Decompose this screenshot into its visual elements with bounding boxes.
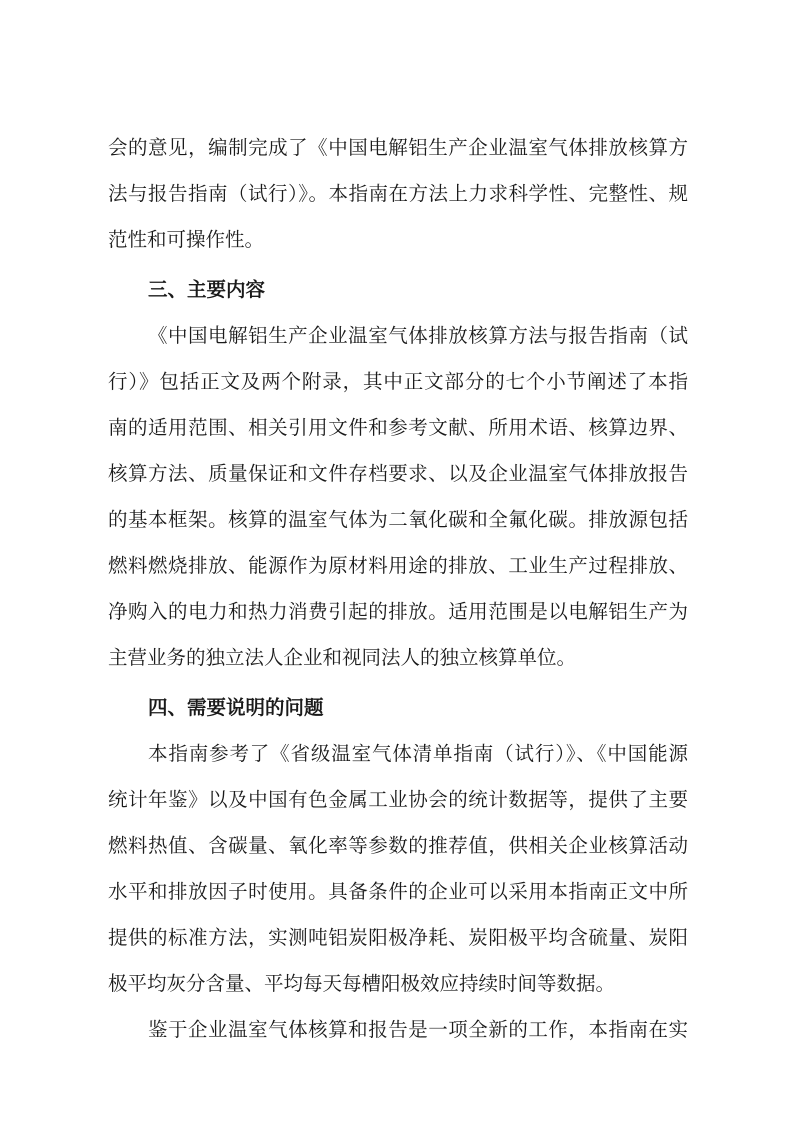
paragraph-2-line-7: 净购入的电力和热力消费引起的排放。适用范围是以电解铝生产为 bbox=[108, 600, 688, 623]
paragraph-2-line-2: 行）》包括正文及两个附录，其中正文部分的七个小节阐述了本指 bbox=[108, 370, 688, 393]
paragraph-3-line-2: 统计年鉴》以及中国有色金属工业协会的统计数据等，提供了主要 bbox=[108, 788, 688, 811]
paragraph-2-line-4: 核算方法、质量保证和文件存档要求、以及企业温室气体排放报告 bbox=[108, 462, 688, 485]
section-4-heading: 四、需要说明的问题 bbox=[148, 696, 324, 719]
paragraph-1-line-3: 范性和可操作性。 bbox=[108, 228, 265, 251]
paragraph-2-line-5: 的基本框架。核算的温室气体为二氧化碳和全氟化碳。排放源包括 bbox=[108, 508, 688, 531]
paragraph-3-line-3: 燃料热值、含碳量、氧化率等参数的推荐值，供相关企业核算活动 bbox=[108, 834, 688, 857]
paragraph-4-line-1: 鉴于企业温室气体核算和报告是一项全新的工作，本指南在实 bbox=[148, 1018, 688, 1041]
paragraph-3-line-5: 提供的标准方法，实测吨铝炭阳极净耗、炭阳极平均含硫量、炭阳 bbox=[108, 926, 688, 949]
paragraph-1-line-1: 会的意见，编制完成了《中国电解铝生产企业温室气体排放核算方 bbox=[108, 136, 688, 159]
paragraph-1-line-2: 法与报告指南（试行）》。本指南在方法上力求科学性、完整性、规 bbox=[108, 182, 688, 205]
paragraph-3-line-1: 本指南参考了《省级温室气体清单指南（试行）》、《中国能源 bbox=[148, 742, 688, 765]
paragraph-2-line-1: 《中国电解铝生产企业温室气体排放核算方法与报告指南（试 bbox=[148, 324, 688, 347]
paragraph-2-line-8: 主营业务的独立法人企业和视同法人的独立核算单位。 bbox=[108, 646, 577, 669]
section-3-heading: 三、主要内容 bbox=[148, 278, 266, 301]
paragraph-3-line-6: 极平均灰分含量、平均每天每槽阳极效应持续时间等数据。 bbox=[108, 972, 616, 995]
paragraph-2-line-6: 燃料燃烧排放、能源作为原材料用途的排放、工业生产过程排放、 bbox=[108, 554, 688, 577]
paragraph-3-line-4: 水平和排放因子时使用。具备条件的企业可以采用本指南正文中所 bbox=[108, 880, 688, 903]
paragraph-2-line-3: 南的适用范围、相关引用文件和参考文献、所用术语、核算边界、 bbox=[108, 416, 688, 439]
